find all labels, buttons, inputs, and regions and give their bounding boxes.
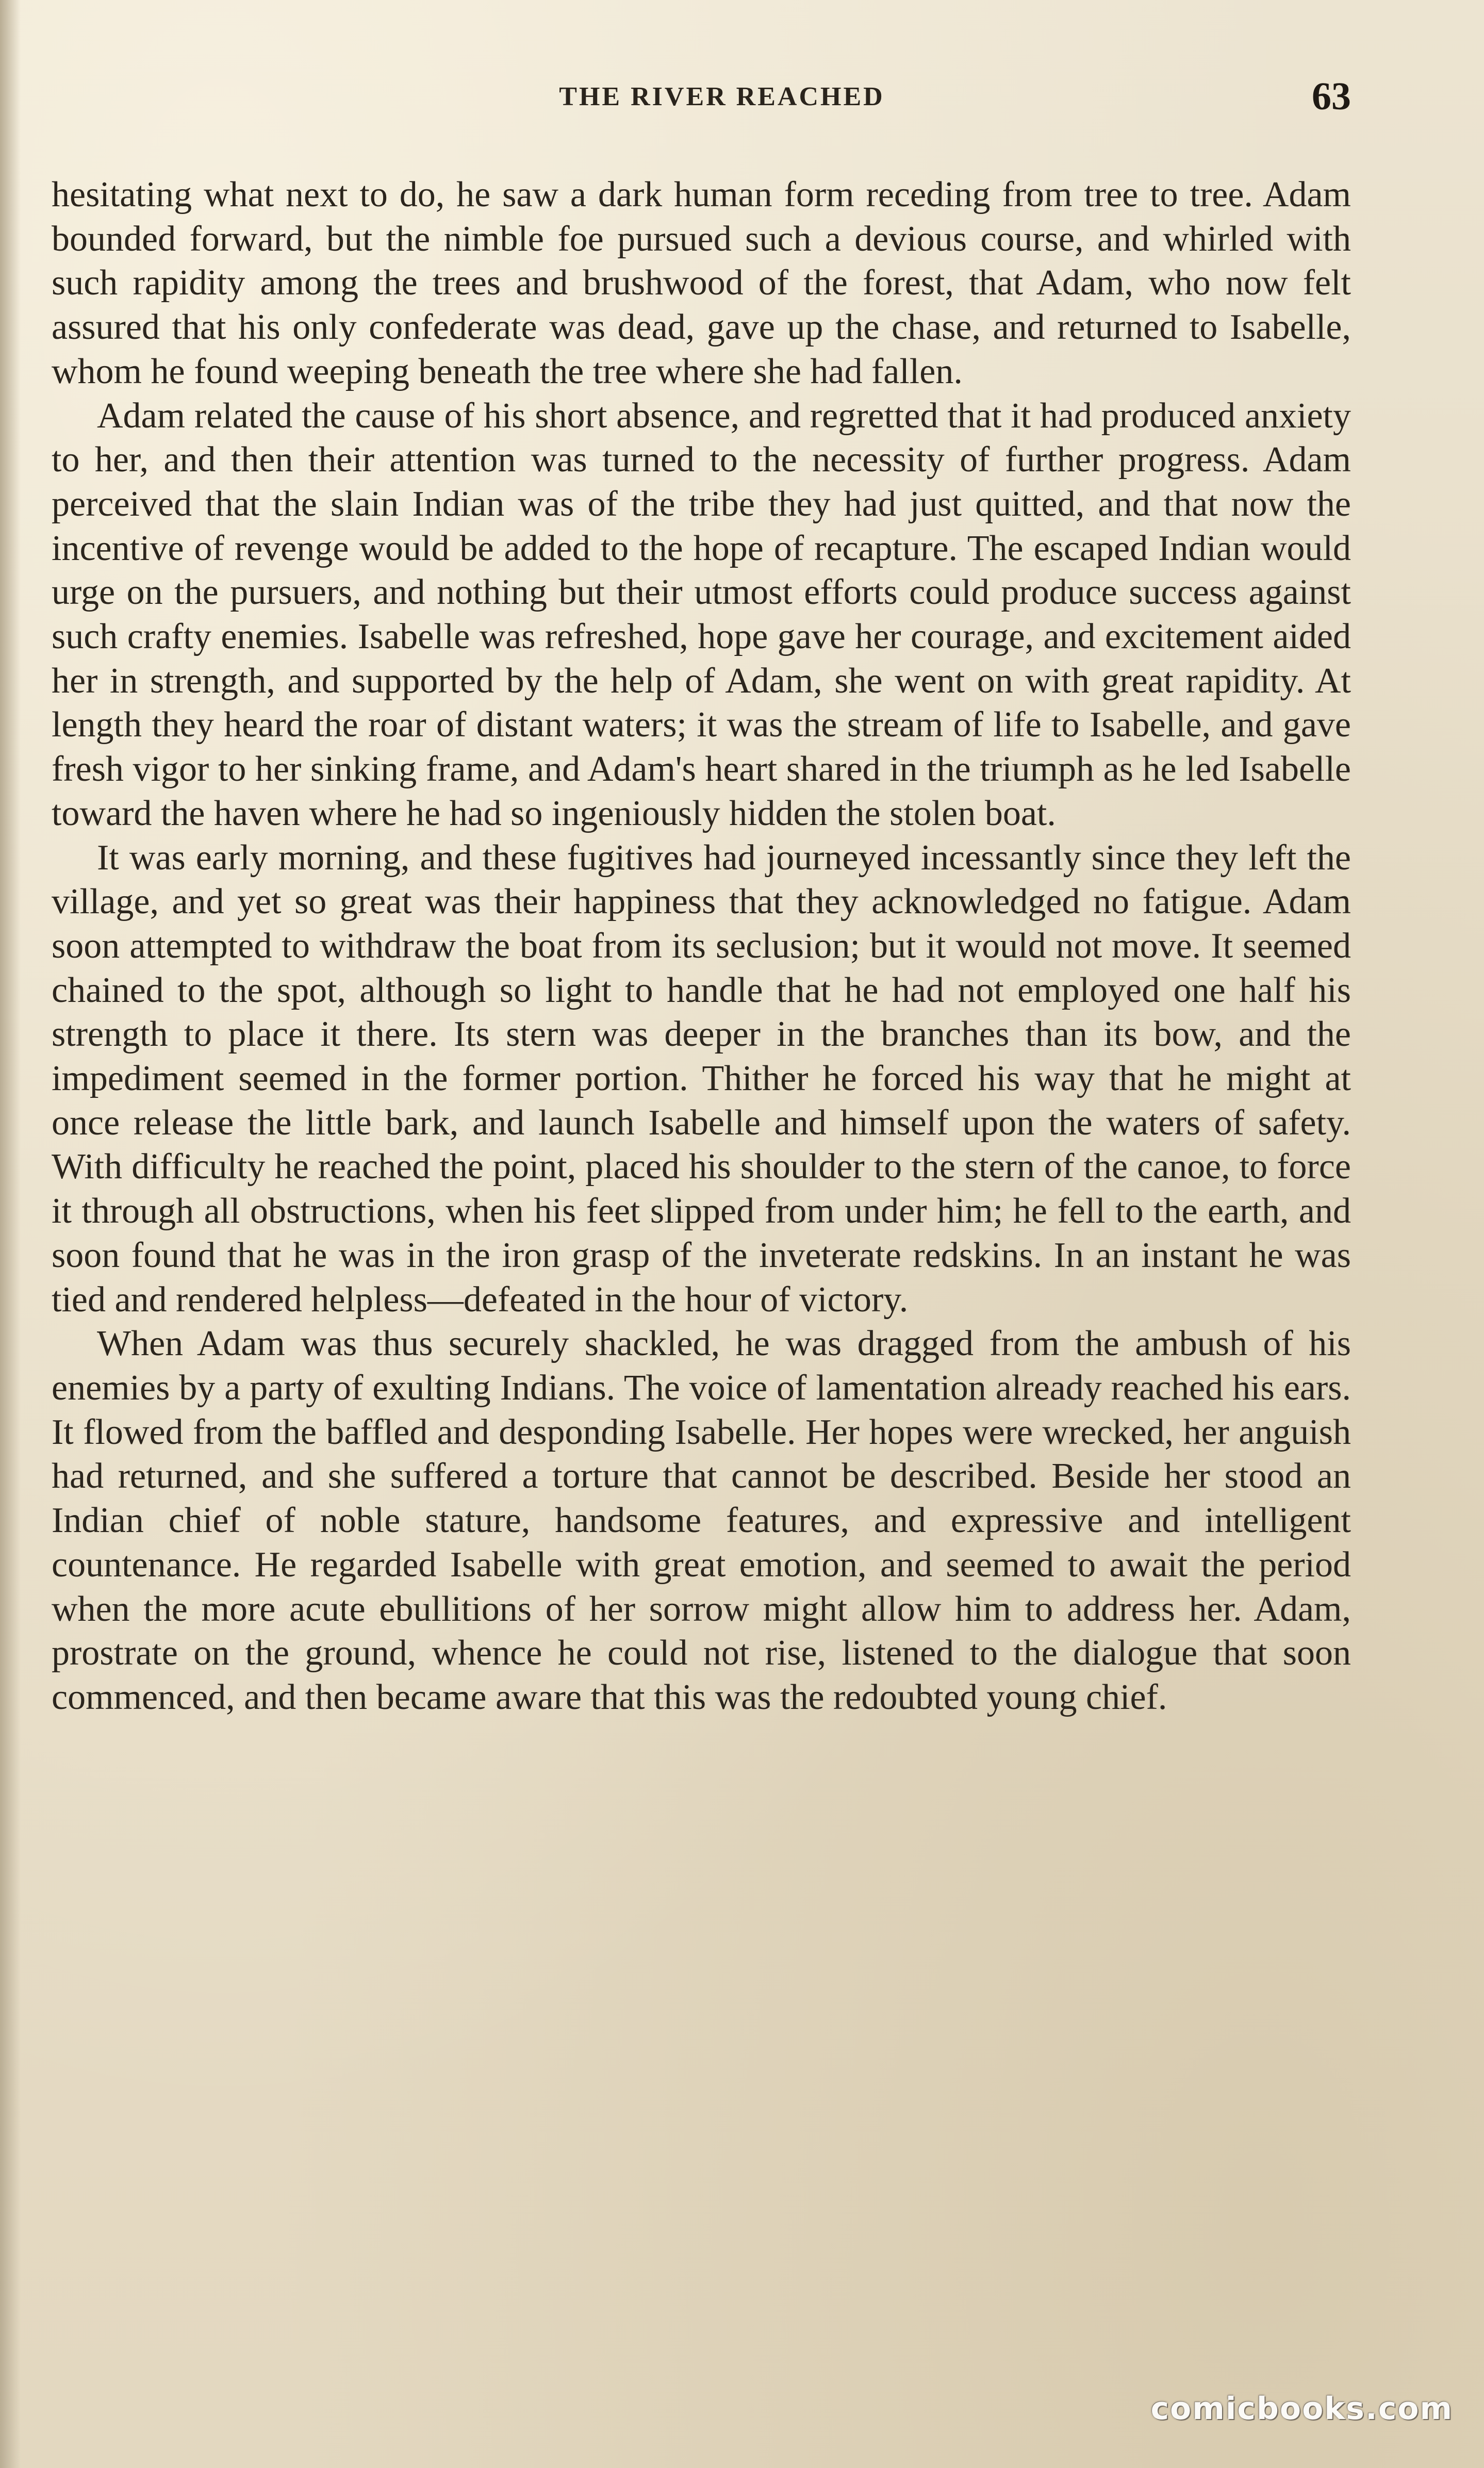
paragraph-2: Adam related the cause of his short absence, and regretted that it had produced anxiety to her, and then their attention was turned to the necessity of further progress. Adam perceived that the slain Indian was of the tribe they had just quitted, and that now the incentive of revenge would be added to the hope of recapture. The escaped Indian would urge on the pursuers, and nothing but their utmost efforts could produce success against such crafty enemies. Isabelle was refreshed, hope gave her courage, and excitement aided her in strength, and supported by the help of Adam, she went on with great rapidity. At length they heard the roar of distant waters; it was the stream of life to Isabelle, and gave fresh vigor to her sinking frame, and Adam's heart shared in the triumph as he led Isabelle toward the haven where he had so ingeniously hidden the stolen boat. [52,396,1351,833]
body-text [52,173,1351,1720]
paragraph-1: hesitating what next to do, he saw a dark human form receding from tree to tree. Adam bounded forward, but the nimble foe pursued such a devious course, and whirled with such rapidity among the trees and brushwood of the forest, that Adam, who now felt assured that his only confederate was dead, gave up the chase, and returned to Isabelle, whom he found weeping beneath the tree where she had fallen. [52,175,1351,391]
page-edge-shadow [0,0,21,2468]
running-title: THE RIVER REACHED [559,82,885,111]
page-number: 63 [1312,75,1351,118]
running-head [93,77,1351,119]
paragraph-3: It was early morning, and these fugitives had journeyed incessantly since they left the village, and yet so great was their happiness that they acknowledged no fatigue. Adam soon attempted to withdraw the boat from its seclusion; but it would not move. It seemed chained to the spot, although so light to handle that he had not employed one half his strength to place it there. Its stern was deeper in the branches than its bow, and the impediment seemed in the former portion. Thither he forced his way that he might at once release the little bark, and launch Isabelle and himself upon the waters of safety. With difficulty he reached the point, placed his shoulder to the stern of the canoe, to force it through all obstructions, when his feet slipped from under him; he fell to the earth, and soon found that he was in the iron grasp of the inveterate redskins. In an instant he was tied and rendered helpless—defeated in the hour of victory. [52,837,1351,1320]
site-watermark: comicbooks.com [1150,2391,1453,2427]
paragraph-4: When Adam was thus securely shackled, he was dragged from the ambush of his enemies by a party of exulting Indians. The voice of lamentation already reached his ears. It flowed from the baffled and desponding Isabelle. Her hopes were wrecked, her anguish had returned, and she suffered a torture that cannot be described. Beside her stood an Indian chief of noble stature, handsome features, and expressive and intelligent countenance. He regarded Isabelle with great emotion, and seemed to await the period when the more acute ebullitions of her sorrow might allow him to address her. Adam, prostrate on the ground, whence he could not rise, listened to the dialogue that soon commenced, and then became aware that this was the redoubted young chief. [52,1324,1351,1717]
